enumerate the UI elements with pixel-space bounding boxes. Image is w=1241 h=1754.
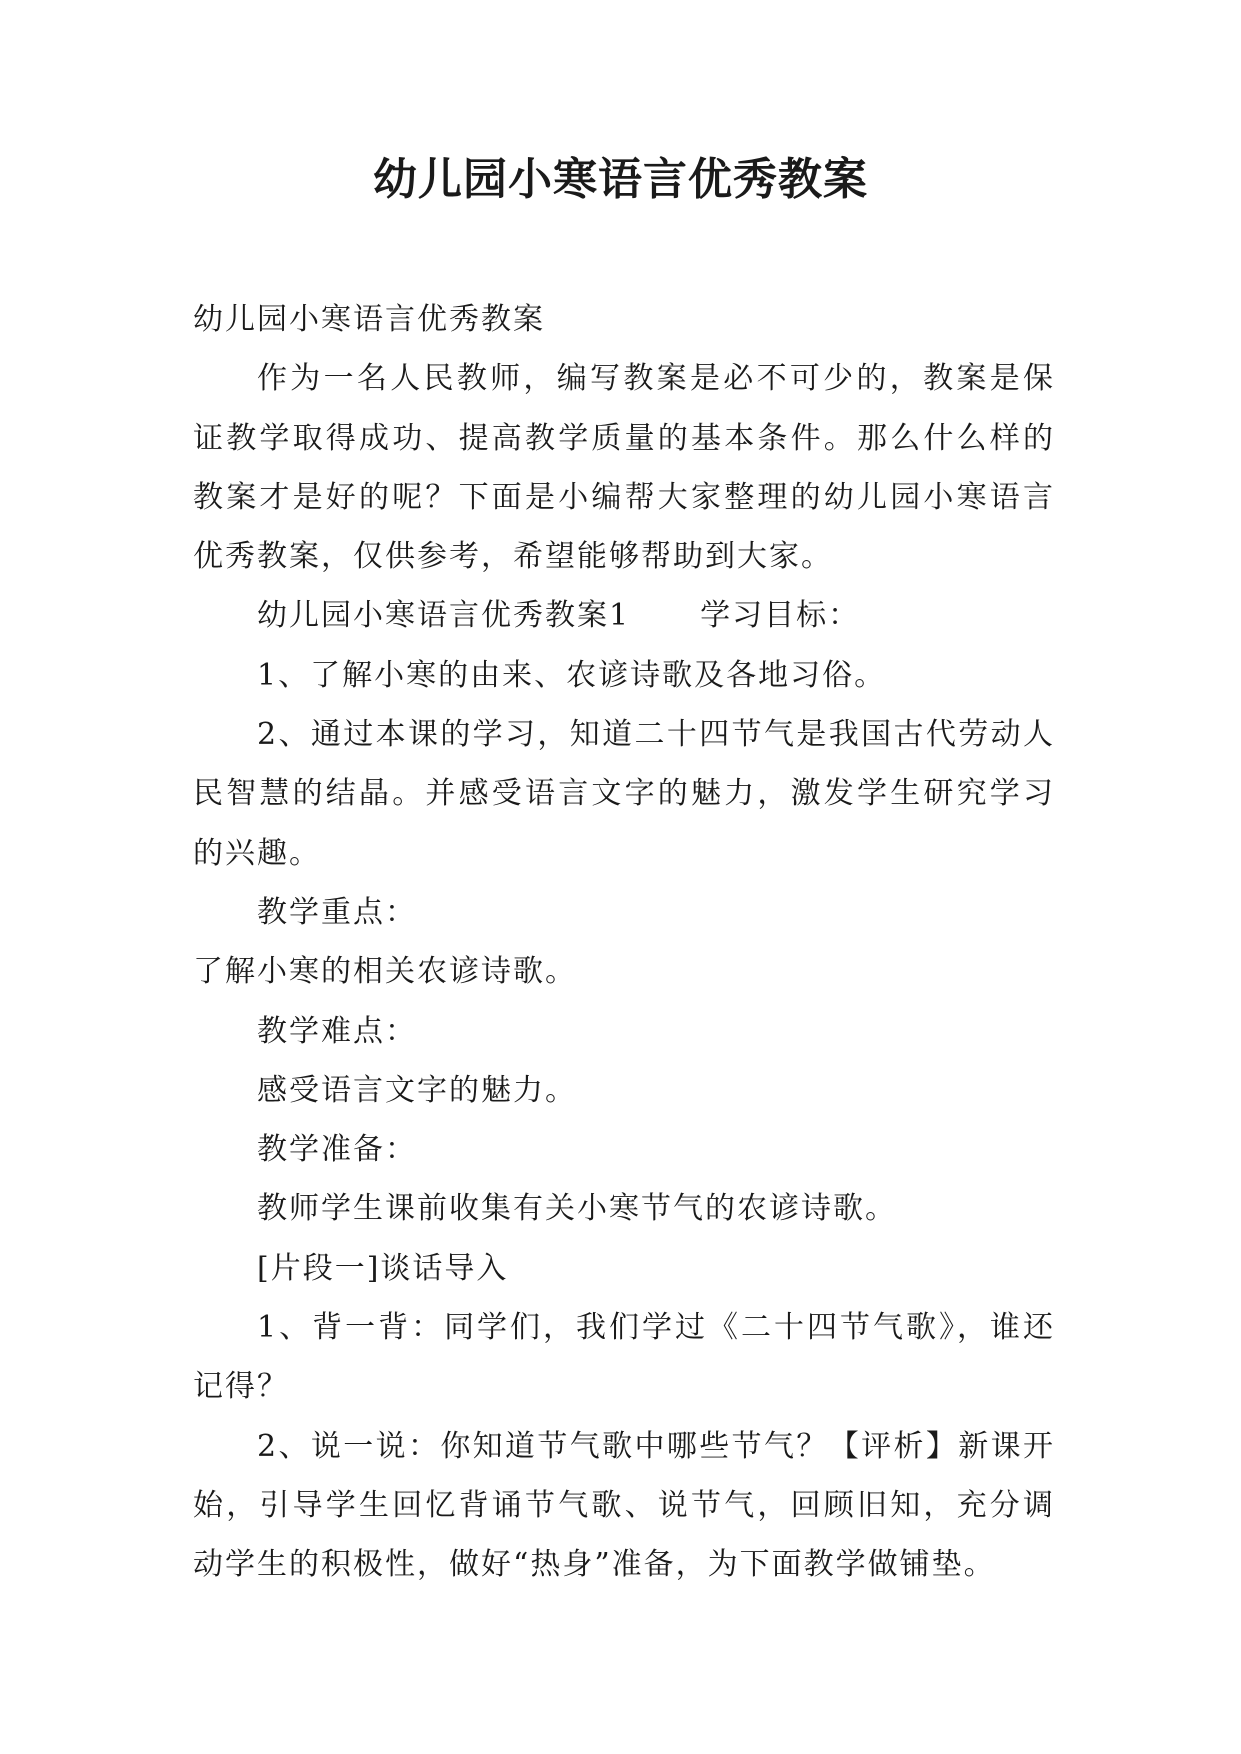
objective-1: 1、了解小寒的由来、农谚诗歌及各地习俗。 xyxy=(257,657,887,693)
key-point-label: 教学重点： xyxy=(257,894,417,930)
intro-paragraph: 作为一名人民教师，编写教案是必不可少的，教案是保证教学取得成功、提高教学质量的基本条件。那么什么样的教案才是好的呢？下面是小编帮大家整理的幼儿园小寒语言优秀教案，仅供参考，希望能够帮助到大家。 xyxy=(193,361,1055,575)
preparation: 教师学生课前收集有关小寒节气的农谚诗歌。 xyxy=(257,1191,897,1227)
step-1: 1、背一背：同学们，我们学过《二十四节气歌》，谁还记得？ xyxy=(193,1310,1055,1405)
key-point: 了解小寒的相关农谚诗歌。 xyxy=(193,954,577,990)
objectives-label: 学习目标： xyxy=(700,598,861,634)
subtitle: 幼儿园小寒语言优秀教案 xyxy=(193,302,545,337)
difficulty: 感受语言文字的魅力。 xyxy=(257,1072,577,1108)
preparation-label: 教学准备： xyxy=(257,1132,417,1168)
fragment-1-heading: [片段一]谈话导入 xyxy=(257,1250,509,1286)
document-body xyxy=(193,290,1055,1595)
document-title: 幼儿园小寒语言优秀教案 xyxy=(373,154,868,205)
objective-2: 2、通过本课的学习，知道二十四节气是我国古代劳动人民智慧的结晶。并感受语言文字的魅力，激发学生研究学习的兴趣。 xyxy=(193,717,1055,871)
step-2: 2、说一说：你知道节气歌中哪些节气？【评析】新课开始，引导学生回忆背诵节气歌、说节气，回顾旧知，充分调动学生的积极性，做好“热身”准备，为下面教学做铺垫。 xyxy=(193,1428,1055,1583)
section-heading: 幼儿园小寒语言优秀教案1 xyxy=(257,598,631,634)
difficulty-label: 教学难点： xyxy=(257,1013,417,1049)
section-heading-line xyxy=(193,586,1055,645)
